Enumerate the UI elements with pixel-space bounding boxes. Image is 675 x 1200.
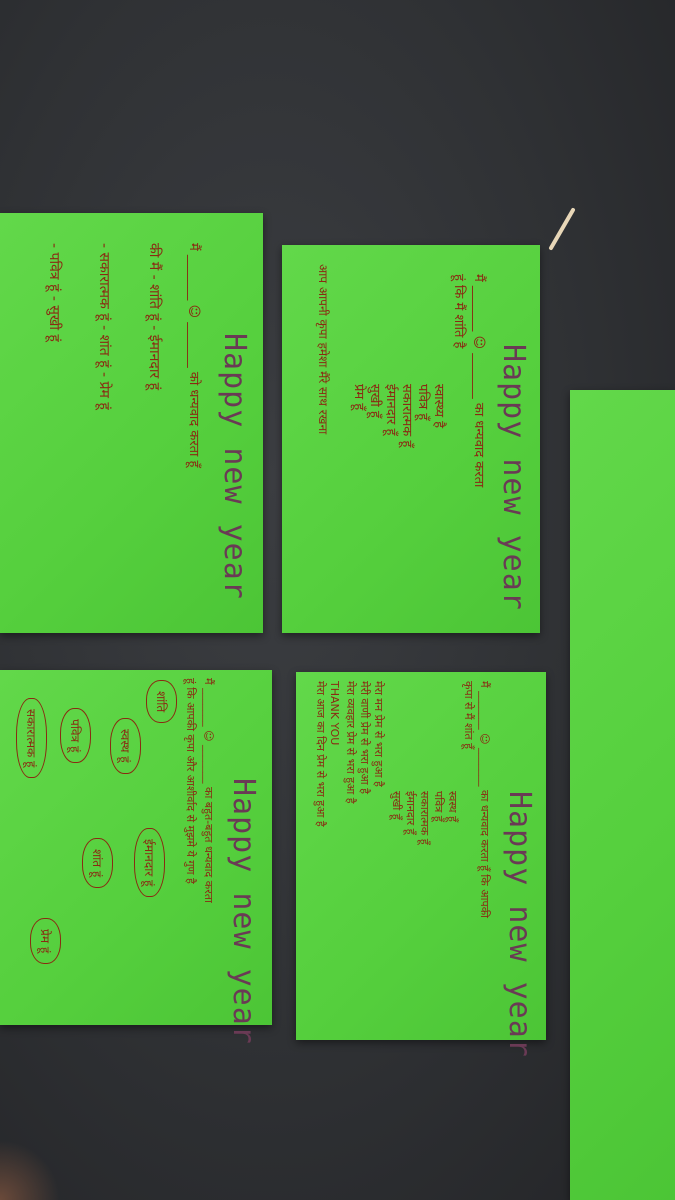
card-line: पवित्र हूँ	[432, 791, 445, 822]
card-line: पवित्र हूँ	[415, 384, 430, 421]
cloud-label: ईमानदार हूं	[134, 828, 165, 897]
card-line: मेरा व्यवहार प्रेम से भरा हुआ है	[344, 681, 357, 804]
card-line: स्वस्थ हूँ	[446, 791, 459, 822]
card-line: की मैं - शांति हूं - ईमानदार हूं	[145, 243, 162, 391]
card-line: सुखी हूँ	[390, 791, 403, 820]
card-line: THANK YOU	[328, 681, 341, 746]
card-line: हूं कि मैं शांति है	[451, 274, 466, 349]
card-title: Happy new year	[226, 777, 261, 1045]
card-line: कृपा से मैं शांत हूँ	[462, 681, 475, 749]
card-line: प्रेम हूँ	[351, 384, 366, 411]
card-line: सकारात्मक हूँ	[418, 791, 431, 845]
cloud-label: पवित्र हूं	[60, 708, 91, 763]
green-paper-strip	[570, 390, 675, 1200]
card-line: ईमानदार हूँ	[404, 791, 417, 835]
card-line: मेरा आज का दिन प्रेम से भरा हुआ है	[314, 681, 327, 827]
card-title: Happy new year	[496, 344, 531, 611]
cloud-label: स्वस्थ हूं	[110, 718, 141, 774]
hand-shadow	[0, 1140, 60, 1200]
card-line: मेरा मन प्रेम से भरा हुआ है	[372, 681, 385, 787]
card-top-right	[282, 245, 540, 633]
card-title: Happy new year	[216, 333, 252, 600]
card-line: मैं _______ ☺ _______ का बहुत-बहुत धन्यवाद करता	[202, 677, 215, 903]
card-line: हूं कि आपकी कृपा और आशीर्वाद से मुझमे ये गुण है	[184, 677, 197, 884]
card-title: Happy new year	[502, 791, 537, 1058]
card-top-left	[0, 213, 263, 633]
card-bottom-right	[296, 672, 546, 1058]
cloud-label: सकारात्मक हूं	[16, 698, 47, 778]
toothpick	[548, 207, 575, 251]
card-line: आप आपनी कृपा हमेशा मैंरे साथ रखना	[316, 264, 330, 435]
card-line: ईमानदार हूँ	[383, 384, 398, 436]
card-line: सकारात्मक हूँ	[399, 384, 414, 448]
cloud-label: प्रेम हूं	[30, 918, 61, 964]
card-line: - पवित्र हूं - सुखी हूं	[45, 243, 62, 342]
card-line: मैं _______ ☺ _______ को धन्यवाद करता हूँ	[185, 243, 201, 468]
card-line: स्वास्थ्य है	[431, 384, 446, 429]
cloud-label: शांत हूं	[82, 838, 113, 888]
card-bottom-left	[0, 670, 272, 1045]
card-line: मेरी वाणी प्रेम से भरा हुआ है	[358, 681, 371, 794]
card-line: - सकारात्मक हूं - शांत हूं - प्रेम हूं	[95, 243, 112, 410]
card-line: मैं _______ ☺ _______ का धन्यवाद करता हूँ कि आपकी	[478, 681, 491, 918]
card-line: सुखी हूँ	[367, 384, 382, 418]
card-line: मैं _______ ☺ _______ का धन्यवाद करता	[471, 274, 486, 488]
cloud-label: शांति	[146, 680, 177, 723]
